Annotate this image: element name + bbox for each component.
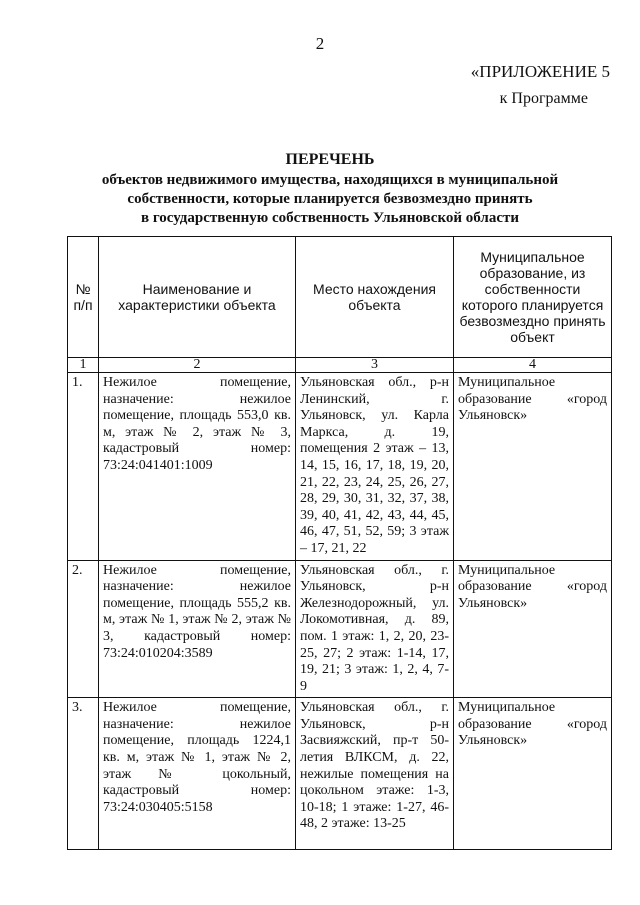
- property-table: [67, 236, 612, 850]
- object-description: Нежилое помещение, назначение: нежилое помещение, площадь 1224,1 кв. м, этаж № 1, этаж № 2, этаж № цокольный, кадастровый номер: 73:24:030405:5158: [99, 698, 296, 850]
- column-number: 1: [68, 358, 99, 373]
- heading-line-1: объектов недвижимого имущества, находящихся в муниципальной: [101, 172, 559, 188]
- table-row: [68, 373, 612, 561]
- table-header-row: [68, 237, 612, 358]
- object-description: Нежилое помещение, назначение: нежилое помещение, площадь 553,0 кв. м, этаж № 2, этаж № 3, кадастровый номер: 73:24:041401:1009: [99, 373, 296, 561]
- object-description: Нежилое помещение, назначение: нежилое помещение, площадь 555,2 кв. м, этаж № 1, этаж № 2, этаж № 3, кадастровый номер: 73:24:010204:3589: [99, 560, 296, 698]
- header-municipality: Муниципальное образование, из собственности которого планируется безвозмездно принять объект: [454, 237, 612, 358]
- row-number: 1.: [68, 373, 99, 561]
- heading-line-2: собственности, которые планируется безвозмездно принять: [127, 191, 533, 207]
- column-number: 4: [454, 358, 612, 373]
- program-label: к Программе: [499, 90, 588, 107]
- header-location: Место нахождения объекта: [296, 237, 454, 358]
- row-number: 2.: [68, 560, 99, 698]
- document-heading: [80, 150, 580, 228]
- table-row: [68, 560, 612, 698]
- column-number-row: [68, 358, 612, 373]
- municipality: Муниципальное образование «город Ульяновск»: [454, 560, 612, 698]
- object-location: Ульяновская обл., р-н Ленинский, г. Ульяновск, ул. Карла Маркса, д. 19, помещения 2 этаж – 13, 14, 15, 16, 17, 18, 19, 20, 21, 22, 23, 24, 25, 26, 27, 28, 29, 30, 31, 32, 37, 38, 39, 40, 41, 42, 43, 44, 45, 46, 47, 51, 52, 59; 3 этаж – 17, 21, 22: [296, 373, 454, 561]
- heading-title: ПЕРЕЧЕНЬ: [285, 151, 375, 168]
- page-number: 2: [315, 34, 325, 53]
- column-number: 3: [296, 358, 454, 373]
- appendix-label: «ПРИЛОЖЕНИЕ 5: [470, 62, 610, 81]
- object-location: Ульяновская обл., г. Ульяновск, р-н Засвияжский, пр-т 50-летия ВЛКСМ, д. 22, нежилые помещения на цокольном этаже: 1-3, 10-18; 1 этаже: 1-27, 46-48, 2 этаже: 13-25: [296, 698, 454, 850]
- header-name: Наименование и характеристики объекта: [99, 237, 296, 358]
- municipality: Муниципальное образование «город Ульяновск»: [454, 698, 612, 850]
- heading-line-3: в государственную собственность Ульяновской области: [141, 210, 519, 226]
- municipality: Муниципальное образование «город Ульяновск»: [454, 373, 612, 561]
- header-number: № п/п: [68, 237, 99, 358]
- object-location: Ульяновская обл., г. Ульяновск, р-н Железнодорожный, ул. Локомотивная, д. 89, пом. 1 этаж: 1, 2, 20, 23-25, 27; 2 этаж: 1-14, 17, 19, 21; 3 этаж: 1, 2, 4, 7-9: [296, 560, 454, 698]
- row-number: 3.: [68, 698, 99, 850]
- table-row: [68, 698, 612, 850]
- column-number: 2: [99, 358, 296, 373]
